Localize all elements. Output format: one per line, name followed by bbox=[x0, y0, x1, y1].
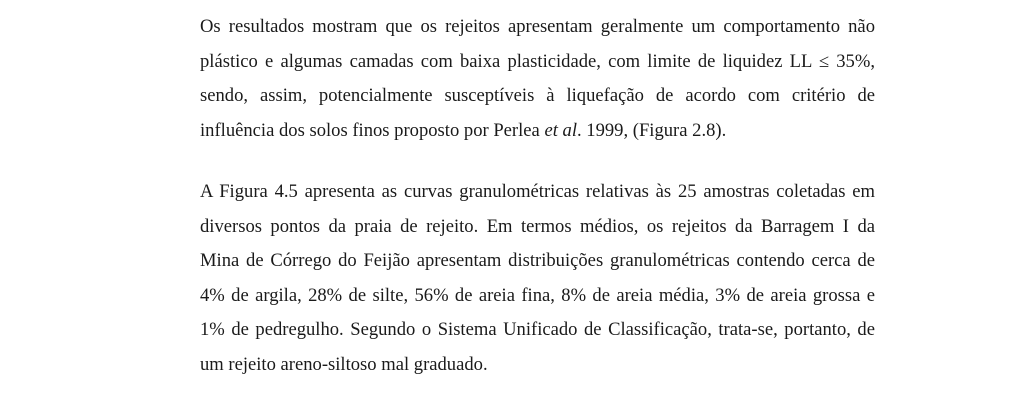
paragraph-line: sendo, assim, potencialmente susceptíveis à liquefação de acordo com critério de bbox=[200, 85, 875, 106]
citation-text-before: influência dos solos finos proposto por Perlea bbox=[200, 119, 545, 141]
paragraph-line: A Figura 4.5 apresenta as curvas granulométricas relativas às 25 amostras coletadas em bbox=[200, 181, 875, 202]
paragraph-line: 1% de pedregulho. Segundo o Sistema Unificado de Classificação, trata-se, portanto, de bbox=[200, 319, 875, 340]
paragraph-granulometry bbox=[200, 175, 875, 382]
paragraph-line: um rejeito areno-siltoso mal graduado. bbox=[200, 353, 488, 375]
paragraph-line-with-citation bbox=[200, 114, 875, 149]
paragraph-line: 4% de argila, 28% de silte, 56% de areia fina, 8% de areia média, 3% de areia grossa e bbox=[200, 284, 875, 306]
paragraph-line: plástico e algumas camadas com baixa plasticidade, com limite de liquidez LL ≤ 35%, bbox=[200, 50, 875, 72]
citation-et-al: et al bbox=[544, 119, 577, 141]
paragraph-line: Mina de Córrego do Feijão apresentam distribuições granulométricas contendo cerca de bbox=[200, 250, 875, 271]
citation-text-after: . 1999, (Figura 2.8). bbox=[576, 119, 727, 141]
paragraph-line: diversos pontos da praia de rejeito. Em termos médios, os rejeitos da Barragem I da bbox=[200, 215, 875, 237]
paragraph-liquefaction bbox=[200, 10, 875, 148]
paragraph-line: Os resultados mostram que os rejeitos apresentam geralmente um comportamento não bbox=[200, 16, 875, 37]
